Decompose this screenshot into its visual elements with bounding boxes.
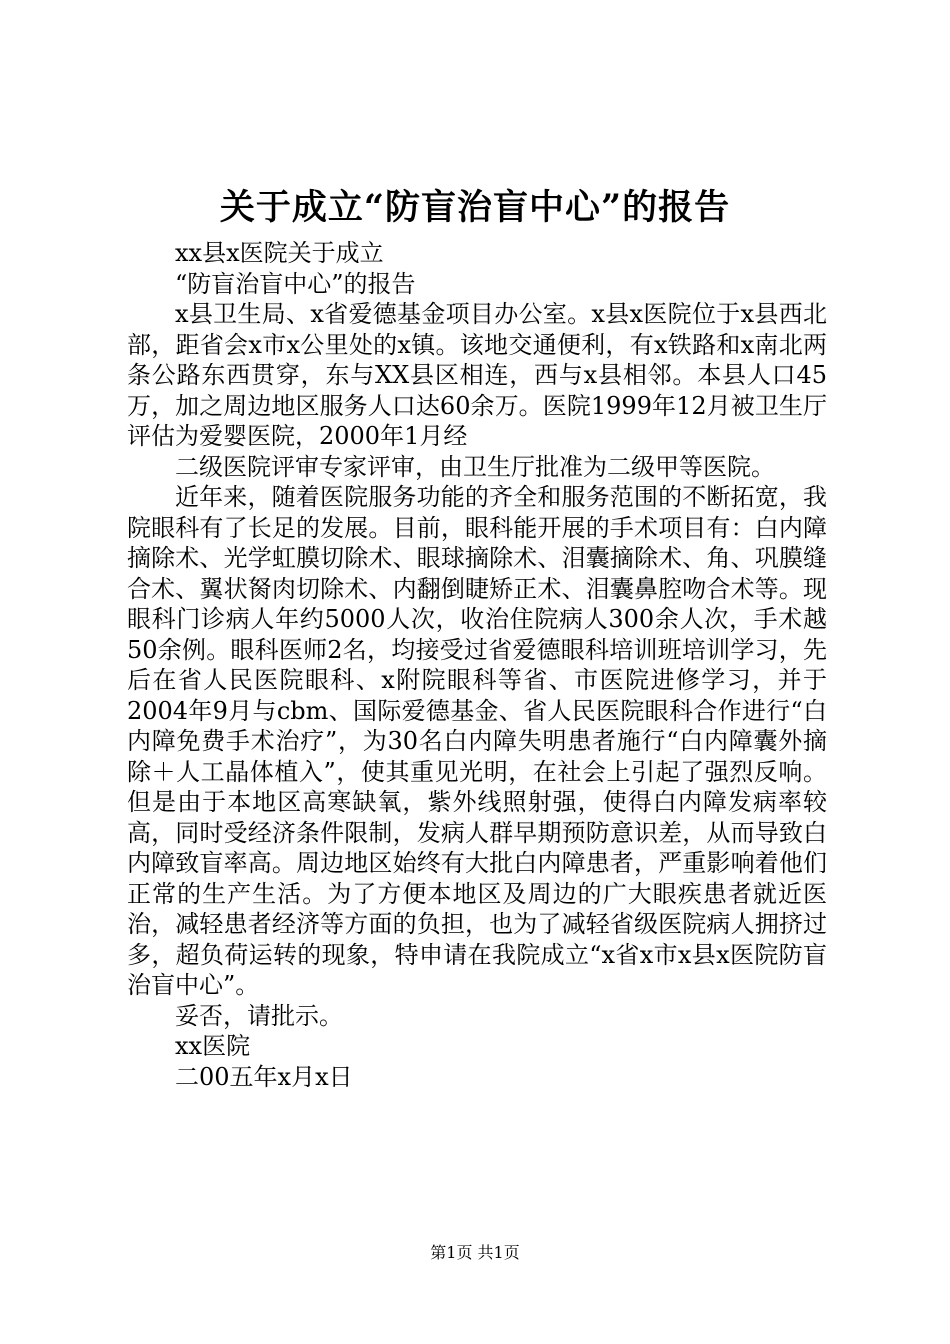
body-paragraph: 近年来，随着医院服务功能的齐全和服务范围的不断拓宽，我院眼科有了长足的发展。目前，眼科能开展的手术项目有：白内障摘除术、光学虹膜切除术、眼球摘除术、泪囊摘除术、角、巩膜缝合术、翼状胬肉切除术、内翻倒睫矫正术、泪囊鼻腔吻合术等。现眼科门诊病人年约5000人次，收治住院病人300余人次，手术越50余例。眼科医师2名，均接受过省爱德眼科培训班培训学习，先后在省人民医院眼科、x附院眼科等省、市医院进修学习，并于2004年9月与cbm、国际爱德基金、省人民医院眼科合作进行“白内障免费手术治疗”，为30名白内障失明患者施行“白内障囊外摘除＋人工晶体植入”，使其重见光明，在社会上引起了强烈反响。但是由于本地区高寒缺氧，紫外线照射强，使得白内障发病率较高，同时受经济条件限制，发病人群早期预防意识差，从而导致白内障致盲率高。周边地区始终有大批白内障患者，严重影响着他们正常的生产生活。为了方便本地区及周边的广大眼疾患者就近医治，减轻患者经济等方面的负担，也为了减轻省级医院病人拥挤过多，超负荷运转的现象，特申请在我院成立“x省x市x县x医院防盲治盲中心”。 [127,483,827,999]
document-title: 关于成立“防盲治盲中心”的报告 [219,187,731,228]
body-paragraph: “防盲治盲中心”的报告 [175,269,416,298]
signature-date: 二00五年x月x日 [175,1062,353,1091]
page-footer: 第1页 共1页 [430,1243,520,1262]
body-paragraph: xx县x医院关于成立 [175,239,384,267]
body-paragraph: 二级医院评审专家评审，由卫生厅批准为二级甲等医院。 [175,452,775,481]
body-paragraph: 妥否，请批示。 [175,1001,343,1030]
signature-org: xx医院 [175,1032,251,1060]
body-paragraph: x县卫生局、x省爱德基金项目办公室。x县x医院位于x县西北部，距省会x市x公里处的x镇。该地交通便利，有x铁路和x南北两条公路东西贯穿，东与XX县区相连，西与x县相邻。本县人口45万，加之周边地区服务人口达60余万。医院1999年12月被卫生厅评估为爱婴医院，2000年1月经 [127,300,827,450]
document-body [127,238,827,1092]
